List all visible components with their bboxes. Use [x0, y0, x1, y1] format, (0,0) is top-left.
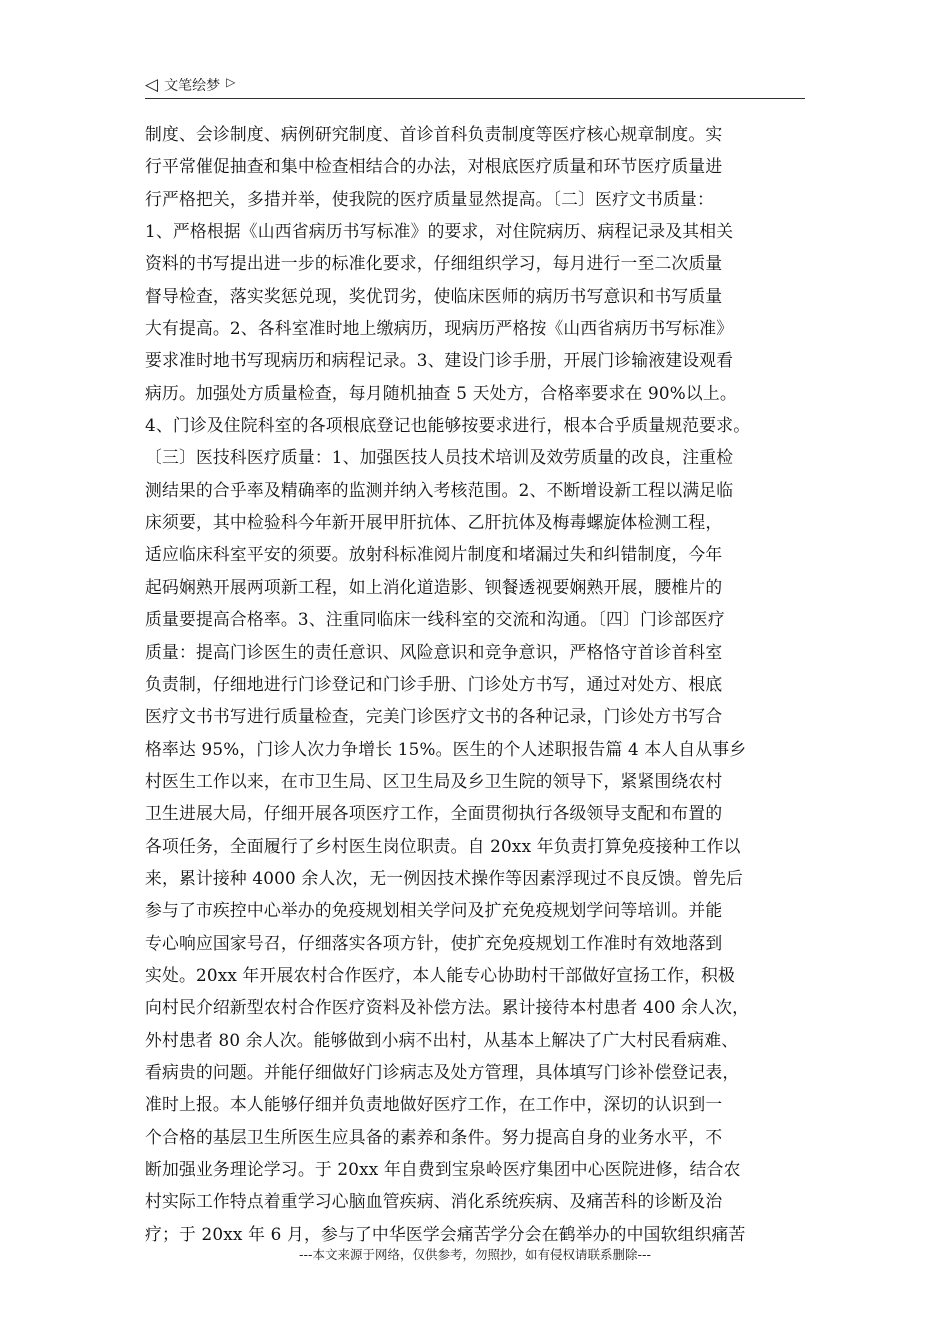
body-line: 各项任务，全面履行了乡村医生岗位职责。自 20xx 年负责打算免疫接种工作以: [145, 835, 741, 856]
body-line: 看病贵的问题。并能仔细做好门诊病志及处方管理，具体填写门诊补偿登记表，: [145, 1061, 740, 1082]
body-line: 负责制，仔细地进行门诊登记和门诊手册、门诊处方书写，通过对处方、根底: [145, 673, 723, 694]
body-line: 测结果的合乎率及精确率的监测并纳入考核范围。2、不断增设新工程以满足临: [145, 479, 734, 500]
body-line: 疗；于 20xx 年 6 月，参与了中华医学会痛苦学分会在鹤举办的中国软组织痛苦: [145, 1223, 746, 1244]
body-line: 质量要提高合格率。3、注重同临床一线科室的交流和沟通。〔四〕门诊部医疗: [145, 609, 725, 630]
body-line: 行平常催促抽查和集中检查相结合的办法，对根底医疗质量和环节医疗质量进: [145, 156, 723, 177]
body-line: 村实际工作特点着重学习心脑血管疾病、消化系统疾病、及痛苦科的诊断及治: [145, 1191, 723, 1212]
body-line: 1、严格根据《山西省病历书写标准》的要求，对住院病历、病程记录及其相关: [145, 221, 734, 242]
body-line: 要求准时地书写现病历和病程记录。3、建设门诊手册，开展门诊输液建设观看: [145, 350, 734, 371]
body-line: 卫生进展大局，仔细开展各项医疗工作，全面贯彻执行各级领导支配和布置的: [145, 803, 723, 824]
triangle-left-icon: ◁: [145, 74, 159, 95]
body-line: 〔三〕医技科医疗质量：1、加强医技人员技术培训及效劳质量的改良，注重检: [145, 447, 734, 468]
body-line: 准时上报。本人能够仔细并负责地做好医疗工作，在工作中，深切的认识到一: [145, 1094, 723, 1115]
body-line: 外村患者 80 余人次。能够做到小病不出村，从基本上解决了广大村民看病难、: [145, 1029, 739, 1050]
body-line: 来，累计接种 4000 余人次，无一例因技术操作等因素浮现过不良反馈。曾先后: [145, 867, 743, 888]
body-line: 专心响应国家号召，仔细落实各项方针，使扩充免疫规划工作准时有效地落到: [145, 932, 723, 953]
body-line: 村医生工作以来，在市卫生局、区卫生局及乡卫生院的领导下，紧紧围绕农村: [145, 770, 723, 791]
header-divider: [145, 98, 805, 99]
page-header: [145, 72, 805, 98]
body-line: 起码娴熟开展两项新工程，如上消化道造影、钡餐透视要娴熟开展，腰椎片的: [145, 576, 723, 597]
triangle-right-icon: ▷: [226, 75, 236, 89]
body-line: 制度、会诊制度、病例研究制度、首诊首科负责制度等医疗核心规章制度。实: [145, 124, 723, 144]
header-title: 文笔绘梦: [164, 78, 221, 94]
body-line: 格率达 95%，门诊人次力争增长 15%。医生的个人述职报告篇 4 本人自从事乡: [145, 738, 747, 759]
footer-disclaimer: ---本文来源于网络，仅供参考，勿照抄，如有侵权请联系删除---: [298, 1247, 652, 1262]
body-line: 断加强业务理论学习。于 20xx 年自费到宝泉岭医疗集团中心医院进修，结合农: [145, 1159, 741, 1179]
body-line: 大有提高。2、各科室准时地上缴病历，现病历严格按《山西省病历书写标准》: [145, 318, 734, 339]
body-line: 行严格把关，多措并举，使我院的医疗质量显然提高。〔二〕医疗文书质量：: [145, 188, 714, 209]
body-line: 向村民介绍新型农村合作医疗资料及补偿方法。累计接待本村患者 400 余人次，: [145, 997, 750, 1018]
body-line: 质量：提高门诊医生的责任意识、风险意识和竞争意识，严格恪守首诊首科室: [145, 641, 723, 662]
body-line: 个合格的基层卫生所医生应具备的素养和条件。努力提高自身的业务水平，不: [145, 1126, 723, 1147]
body-line: 床须要，其中检验科今年新开展甲肝抗体、乙肝抗体及梅毒螺旋体检测工程，: [145, 512, 723, 533]
document-body: [145, 118, 820, 1250]
body-line: 实处。20xx 年开展农村合作医疗，本人能专心协助村干部做好宣扬工作，积极: [145, 964, 736, 985]
body-line: 病历。加强处方质量检查，每月随机抽查 5 天处方，合格率要求在 90%以上。: [145, 382, 737, 403]
body-line: 资料的书写提出进一步的标准化要求，仔细组织学习，每月进行一至二次质量: [145, 253, 723, 274]
body-line: 医疗文书书写进行质量检查，完美门诊医疗文书的各种记录，门诊处方书写合: [145, 706, 723, 727]
body-line: 适应临床科室平安的须要。放射科标准阅片制度和堵漏过失和纠错制度，今年: [145, 544, 723, 565]
body-line: 4、门诊及住院科室的各项根底登记也能够按要求进行，根本合乎质量规范要求。: [145, 415, 751, 436]
body-line: 督导检查，落实奖惩兑现，奖优罚劣，使临床医师的病历书写意识和书写质量: [145, 285, 723, 306]
body-line: 参与了市疾控中心举办的免疫规划相关学问及扩充免疫规划学问等培训。并能: [145, 900, 723, 921]
